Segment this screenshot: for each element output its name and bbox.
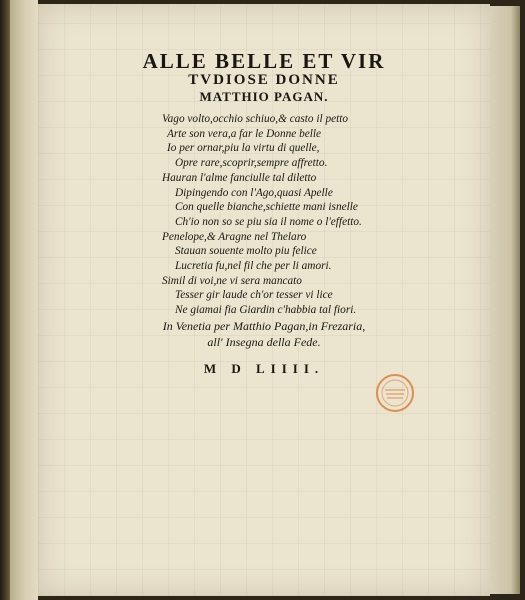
- poem-line: Io per ornar,piu la virtu di quelle,: [167, 142, 320, 155]
- poem-line: Simil di voi,ne vi sera mancato: [162, 274, 302, 287]
- poem-line: Hauran l'alme fanciulle tal diletto: [162, 171, 317, 184]
- poem-line: Stauan souente molto piu felice: [175, 245, 317, 258]
- poem-line: Penelope,& Aragne nel Thelaro: [162, 230, 307, 243]
- poem-line: Vago volto,occhio schiuo,& casto il petto: [162, 113, 349, 125]
- poem-line: Lucretia fu,nel fil che per li amori.: [175, 260, 332, 273]
- page-gutter: [10, 0, 38, 600]
- title-line-2: TVDIOSE DONNE: [188, 72, 340, 88]
- poem-line: Ch'io non so se piu sia il nome o l'effetto.: [175, 215, 362, 228]
- page-edge: [490, 6, 520, 594]
- poem-line: Ne giamai fia Giardin c'habbia tal fiori.: [175, 304, 357, 317]
- publication-date: M D LIIII.: [203, 361, 325, 376]
- poem-line: Dipingendo con l'Ago,quasi Apelle: [175, 186, 333, 199]
- imprint: [38, 318, 490, 350]
- imprint-line-1: In Venetia per Matthio Pagan,in Frezaria,: [162, 319, 366, 333]
- poem-line: Tesser gir laude ch'or tesser vi lice: [175, 289, 333, 302]
- title-block: [38, 50, 490, 104]
- poem-line: Opre rare,scoprir,sempre affretto.: [175, 157, 328, 170]
- poem: [162, 112, 422, 318]
- museum-stamp-icon: [375, 373, 415, 413]
- imprint-line-2: all' Insegna della Fede.: [207, 335, 321, 349]
- title-line-1: ALLE BELLE ET VIR: [142, 49, 386, 73]
- title-line-3: MATTHIO PAGAN.: [199, 89, 329, 104]
- book-binding: [0, 0, 10, 600]
- poem-line: Arte son vera,a far le Donne belle: [167, 127, 322, 140]
- poem-line: Con quelle bianche,schiette mani isnelle: [175, 201, 358, 214]
